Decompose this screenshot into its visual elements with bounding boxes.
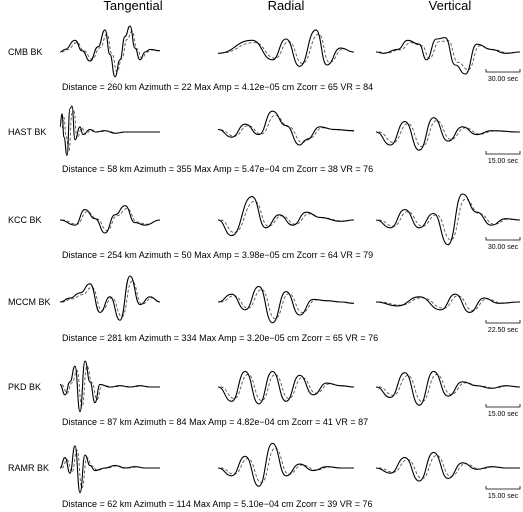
station-label: RAMR BK [8,463,50,473]
vertical-observed-trace [376,294,520,312]
radial-observed-trace [218,197,354,236]
time-scale-bar [486,486,520,489]
station-metadata: Distance = 87 km Azimuth = 84 Max Amp = 4.82e−04 cm Zcorr = 41 VR = 87 [62,417,369,427]
time-scale-bar [486,320,520,323]
time-scale-bar [486,237,520,240]
tangential-synthetic-trace [62,111,160,151]
column-header-vertical: Vertical [428,0,472,13]
vertical-synthetic-trace [379,199,520,240]
station-metadata: Distance = 254 km Azimuth = 50 Max Amp = 3.98e−05 cm Zcorr = 64 VR = 79 [62,250,374,260]
radial-observed-trace [218,443,354,486]
station-metadata: Distance = 281 km Azimuth = 334 Max Amp = 3.20e−05 cm Zcorr = 65 VR = 76 [62,333,379,343]
vertical-observed-trace [376,194,520,245]
station-metadata: Distance = 62 km Azimuth = 114 Max Amp = 5.10e−04 cm Zcorr = 39 VR = 76 [62,499,373,509]
station-label: HAST BK [8,127,47,137]
station-label: PKD BK [8,382,42,392]
station-label: MCCM BK [8,297,51,307]
vertical-synthetic-trace [379,41,520,70]
tangential-observed-trace [60,206,160,233]
station-metadata: Distance = 58 km Azimuth = 355 Max Amp = 5.47e−04 cm Zcorr = 38 VR = 76 [62,164,374,174]
time-scale-label: 30.00 sec [487,76,519,83]
radial-observed-trace [218,111,354,145]
time-scale-label: 15.00 sec [487,158,519,165]
radial-observed-trace [218,371,354,404]
station-label: KCC BK [8,215,42,225]
radial-synthetic-trace [221,201,354,232]
time-scale-bar [486,69,520,72]
time-scale-label: 15.00 sec [487,493,519,500]
radial-synthetic-trace [221,34,354,63]
vertical-observed-trace [376,371,520,405]
vertical-synthetic-trace [379,121,520,147]
time-scale-bar [486,404,520,407]
radial-observed-trace [218,286,354,322]
station-label: CMB BK [8,47,43,57]
tangential-observed-trace [60,26,160,77]
vertical-observed-trace [376,118,520,151]
station-metadata: Distance = 260 km Azimuth = 22 Max Amp = 4.12e−05 cm Zcorr = 65 VR = 84 [62,82,374,92]
tangential-synthetic-trace [62,281,160,316]
column-header-tangential: Tangential [103,0,163,13]
radial-synthetic-trace [221,290,354,319]
tangential-observed-trace [60,361,160,412]
column-header-radial: Radial [267,0,305,13]
time-scale-label: 22.50 sec [487,327,519,334]
vertical-observed-trace [376,452,520,481]
time-scale-bar [486,151,520,154]
radial-synthetic-trace [221,448,354,482]
vertical-observed-trace [376,38,520,74]
time-scale-label: 15.00 sec [487,411,519,418]
tangential-observed-trace [60,446,160,493]
time-scale-label: 30.00 sec [487,244,519,251]
